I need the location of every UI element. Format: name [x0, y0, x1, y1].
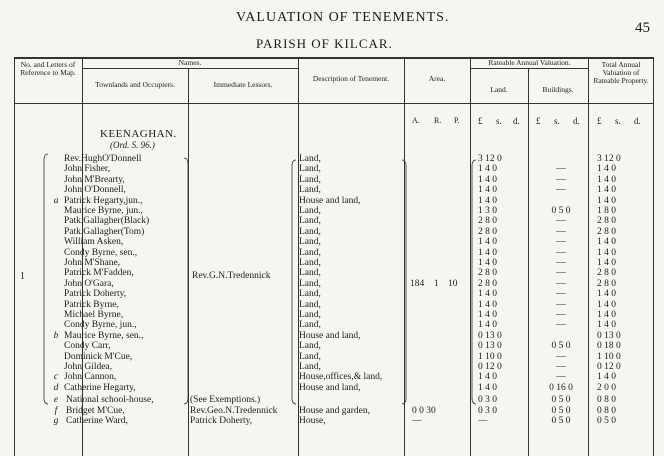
- unit-total-pounds: £: [597, 116, 602, 126]
- row-occupier: John Cannon,: [64, 372, 117, 383]
- row-total-value: 1 8 0: [597, 206, 616, 216]
- row-buildings-value: —: [556, 351, 566, 362]
- row-total-value: 2 8 0: [597, 226, 616, 237]
- unit-bldg-shillings: s.: [554, 116, 560, 126]
- group-area-roods: 1: [434, 279, 439, 289]
- header-townlands: Townlands and Occupiers.: [95, 80, 175, 89]
- row-total-value: 1 4 0: [597, 164, 616, 175]
- row-total-value: 2 8 0: [597, 278, 616, 289]
- row-total-value: 1 4 0: [597, 247, 616, 258]
- row-occupier: John O'Gara,: [64, 278, 114, 289]
- unit-bldg-pounds: £: [536, 116, 541, 126]
- row-total-value: 0 18 0: [597, 341, 621, 352]
- row-buildings-value: 0 5 0: [551, 405, 571, 416]
- row-occupier: John M'Shane,: [64, 258, 121, 268]
- row-total-value: 1 4 0: [597, 299, 616, 310]
- row-buildings-value: 0 5 0: [551, 206, 571, 216]
- row-land-value: 1 4 0: [478, 237, 497, 248]
- group-area-acres: 184: [410, 279, 425, 289]
- townland-ord: (Ord. S. 96.): [110, 140, 155, 150]
- row-occupier: John Fisher,: [64, 164, 111, 175]
- row-description: Land,: [299, 362, 321, 372]
- row-description: Land,: [299, 268, 321, 279]
- row-description: House and land,: [299, 195, 361, 206]
- row-description: House and land,: [299, 330, 361, 341]
- row-land-value: 0 13 0: [478, 330, 502, 341]
- row-land-value: 2 8 0: [478, 268, 497, 279]
- row-total-value: 0 12 0: [597, 362, 621, 372]
- row-buildings-value: —: [556, 174, 566, 185]
- row-description: Land,: [299, 299, 321, 310]
- row-total-value: 2 8 0: [597, 216, 616, 227]
- unit-perches: P.: [454, 116, 460, 125]
- row-land-value: 1 10 0: [478, 351, 502, 362]
- row-occupier: Rev.HughO'Donnell: [64, 154, 142, 164]
- row-land-value: 0 3 0: [478, 395, 497, 406]
- row-land-value: 2 8 0: [478, 226, 497, 237]
- row-description: Land,: [299, 185, 321, 196]
- group-lessor: Rev.G.N.Tredennick: [192, 271, 271, 281]
- row-occupier: Dominick M'Cue,: [64, 351, 133, 362]
- row-lessor: Patrick Doherty,: [190, 416, 253, 426]
- row-total-value: 0 8 0: [597, 395, 616, 406]
- row-buildings-value: 0 16 0: [549, 382, 573, 393]
- row-total-value: 1 4 0: [597, 185, 616, 196]
- unit-bldg-pence: d.: [573, 116, 580, 126]
- row-land-value: —: [478, 416, 488, 426]
- row-description: Land,: [299, 206, 321, 216]
- unit-roods: R.: [434, 116, 442, 125]
- row-occupier: Maurice Byrne, sen.,: [64, 330, 144, 341]
- row-buildings-value: —: [556, 237, 566, 248]
- row-occupier: Patk.Gallagher(Black): [64, 216, 150, 227]
- row-total-value: 2 8 0: [597, 268, 616, 279]
- row-buildings-value: 0 5 0: [551, 395, 571, 406]
- header-names: Names.: [178, 58, 202, 67]
- row-occupier: Patrick Byrne,: [64, 299, 119, 310]
- row-occupier: Patrick Doherty,: [64, 289, 127, 300]
- row-total-value: 2 0 0: [597, 382, 616, 393]
- row-buildings-value: —: [556, 216, 566, 227]
- row-occupier: Patk.Gallagher(Tom): [64, 226, 145, 237]
- row-total-value: 1 4 0: [597, 195, 616, 206]
- row-occupier: Bridget M'Cue,: [66, 405, 125, 416]
- row-occupier: Condy Byrne, jun.,: [64, 320, 137, 331]
- unit-land-pounds: £: [478, 116, 483, 126]
- row-occupier: Patrick Hegarty,jun.,: [64, 195, 143, 206]
- row-occupier: Maurice Byrne, jun.,: [64, 206, 143, 216]
- row-land-value: 3 12 0: [478, 154, 502, 164]
- row-description: Land,: [299, 216, 321, 227]
- row-buildings-value: —: [556, 247, 566, 258]
- unit-acres: A.: [412, 116, 420, 125]
- row-total-value: 0 8 0: [597, 405, 616, 416]
- unit-total-shillings: s.: [615, 116, 621, 126]
- header-description: Description of Tenement.: [312, 74, 390, 83]
- row-land-value: 2 8 0: [478, 216, 497, 227]
- header-rateable: Rateable Annual Valuation.: [488, 58, 571, 67]
- row-buildings-value: —: [556, 299, 566, 310]
- group-number: 1: [20, 271, 25, 282]
- row-land-value: 1 4 0: [478, 289, 497, 300]
- row-description: Land,: [299, 320, 321, 331]
- parish-title: PARISH OF KILCAR.: [256, 36, 393, 51]
- row-description: House and land,: [299, 382, 361, 393]
- row-letter: d: [53, 382, 59, 393]
- row-description: House,: [299, 416, 326, 426]
- row-land-value: 1 4 0: [478, 258, 497, 268]
- row-occupier: John Gildea,: [64, 362, 113, 372]
- row-occupier: Catherine Hegarty,: [64, 382, 136, 393]
- page-title: VALUATION OF TENEMENTS.: [236, 10, 450, 25]
- row-land-value: 2 8 0: [478, 278, 497, 289]
- row-buildings-value: 0 5 0: [551, 416, 571, 426]
- row-land-value: 1 4 0: [478, 247, 497, 258]
- row-occupier: National school-house,: [66, 395, 154, 406]
- row-land-value: 0 12 0: [478, 362, 502, 372]
- row-total-value: 0 13 0: [597, 330, 621, 341]
- row-total-value: 1 4 0: [597, 237, 616, 248]
- row-area: —: [412, 416, 422, 426]
- row-letter: b: [53, 330, 59, 341]
- row-description: Land,: [299, 278, 321, 289]
- row-description: Land,: [299, 226, 321, 237]
- row-land-value: 1 4 0: [478, 195, 497, 206]
- row-buildings-value: —: [556, 289, 566, 300]
- row-description: Land,: [299, 351, 321, 362]
- row-total-value: 1 4 0: [597, 310, 616, 320]
- row-land-value: 1 3 0: [478, 206, 497, 216]
- unit-land-shillings: s.: [496, 116, 502, 126]
- row-total-value: 0 5 0: [597, 416, 616, 426]
- header-land: Land.: [490, 85, 508, 94]
- row-occupier: John M'Brearty,: [64, 174, 125, 185]
- row-occupier: Michael Byrne,: [64, 310, 124, 320]
- row-buildings-value: —: [556, 226, 566, 237]
- row-description: Land,: [299, 258, 321, 268]
- row-total-value: 1 4 0: [597, 258, 616, 268]
- row-land-value: 0 13 0: [478, 341, 502, 352]
- row-buildings-value: —: [556, 320, 566, 331]
- row-area: 0 0 30: [412, 405, 436, 416]
- row-letter: e: [53, 395, 59, 406]
- unit-total-pence: d.: [634, 116, 641, 126]
- header-area: Area.: [428, 74, 446, 83]
- row-letter: g: [53, 416, 59, 426]
- row-description: Land,: [299, 310, 321, 320]
- header-total: Total Annual Valuation of Rateable Property.: [593, 60, 649, 85]
- row-buildings-value: —: [556, 278, 566, 289]
- row-land-value: 1 4 0: [478, 164, 497, 175]
- row-description: Land,: [299, 289, 321, 300]
- row-occupier: Condy Byrne, sen.,: [64, 247, 138, 258]
- row-description: Land,: [299, 341, 321, 352]
- row-buildings-value: —: [556, 185, 566, 196]
- row-land-value: 1 4 0: [478, 185, 497, 196]
- row-letter: f: [54, 405, 58, 416]
- row-land-value: 1 4 0: [478, 372, 497, 383]
- header-lessors: Immediate Lessors.: [213, 80, 273, 89]
- row-total-value: 3 12 0: [597, 154, 621, 164]
- row-land-value: 0 3 0: [478, 405, 497, 416]
- row-land-value: 1 4 0: [478, 320, 497, 331]
- row-letter: c: [53, 372, 59, 383]
- row-buildings-value: —: [556, 362, 566, 372]
- row-buildings-value: —: [556, 268, 566, 279]
- row-occupier: Catherine Ward,: [66, 416, 128, 426]
- row-land-value: 1 4 0: [478, 174, 497, 185]
- row-occupier: William Asken,: [64, 237, 124, 248]
- row-description: House and garden,: [299, 405, 370, 416]
- row-buildings-value: —: [556, 258, 566, 268]
- row-total-value: 1 4 0: [597, 372, 616, 383]
- row-description: Land,: [299, 154, 321, 164]
- header-ref: No. and Letters of Reference to Map.: [20, 60, 76, 77]
- row-total-value: 1 4 0: [597, 289, 616, 300]
- row-description: Land,: [299, 164, 321, 175]
- row-lessor: (See Exemptions.): [190, 395, 261, 406]
- row-total-value: 1 10 0: [597, 351, 621, 362]
- row-occupier: Patrick M'Fadden,: [64, 268, 134, 279]
- row-total-value: 1 4 0: [597, 320, 616, 331]
- unit-land-pence: d.: [513, 116, 520, 126]
- row-description: House,offices,& land,: [299, 372, 383, 383]
- row-buildings-value: —: [556, 310, 566, 320]
- row-description: Land,: [299, 247, 321, 258]
- row-buildings-value: —: [556, 164, 566, 175]
- page-number: 45: [635, 20, 650, 36]
- row-occupier: Condy Carr,: [64, 341, 111, 352]
- row-total-value: 1 4 0: [597, 174, 616, 185]
- group-area-perches: 10: [448, 279, 458, 289]
- row-description: Land,: [299, 174, 321, 185]
- row-land-value: 1 4 0: [478, 299, 497, 310]
- row-letter: a: [53, 195, 59, 206]
- row-description: Land,: [299, 237, 321, 248]
- row-lessor: Rev.Geo.N.Tredennick: [190, 405, 278, 416]
- row-land-value: 1 4 0: [478, 382, 497, 393]
- row-buildings-value: —: [556, 372, 566, 383]
- row-occupier: John O'Donnell,: [64, 185, 126, 196]
- row-buildings-value: 0 5 0: [551, 341, 571, 352]
- townland-name: KEENAGHAN.: [100, 128, 177, 140]
- row-land-value: 1 4 0: [478, 310, 497, 320]
- header-buildings: Buildings.: [542, 85, 574, 94]
